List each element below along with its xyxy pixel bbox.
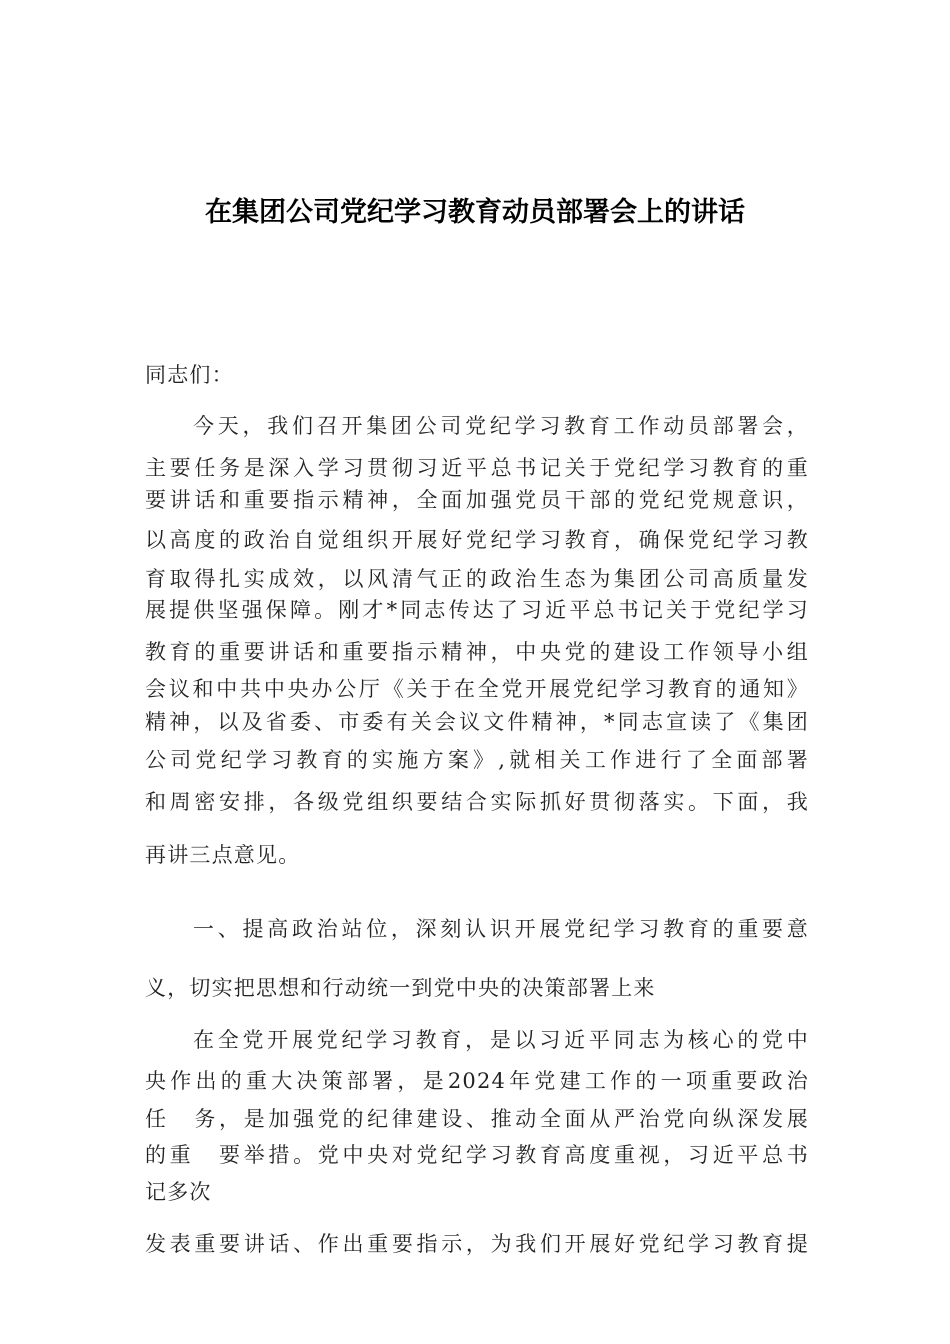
intro-line: 以高度的政治自觉组织开展好党纪学习教育，确保党纪学习教: [145, 528, 809, 552]
intro-line: 要讲话和重要指示精神，全面加强党员干部的党纪党规意识，: [145, 488, 809, 512]
section-body-line: 记多次: [145, 1180, 212, 1204]
section-heading-line: 一、提高政治站位，深刻认识开展党纪学习教育的重要意: [193, 917, 809, 941]
document-title: 在集团公司党纪学习教育动员部署会上的讲话: [205, 197, 745, 228]
salutation: 同志们：: [145, 363, 234, 387]
section-body-line: 发表重要讲话、作出重要指示，为我们开展好党纪学习教育提: [145, 1232, 809, 1256]
intro-line: 主要任务是深入学习贯彻习近平总书记关于党纪学习教育的重: [145, 456, 809, 480]
intro-line: 育取得扎实成效，以风清气正的政治生态为集团公司高质量发: [145, 567, 809, 591]
intro-line: 再讲三点意见。: [145, 843, 301, 867]
section-body-line: 央作出的重大决策部署，是2024年党建工作的一项重要政治: [145, 1069, 809, 1093]
intro-line: 会议和中共中央办公厅《关于在全党开展党纪学习教育的通知》: [145, 677, 809, 701]
intro-line: 精神，以及省委、市委有关会议文件精神，*同志宣读了《集团: [145, 710, 809, 734]
intro-line: 今天，我们召开集团公司党纪学习教育工作动员部署会，: [193, 414, 809, 438]
intro-line: 展提供坚强保障。刚才*同志传达了习近平总书记关于党纪学习: [145, 598, 809, 622]
section-heading-line: 义，切实把思想和行动统一到党中央的决策部署上来: [145, 976, 656, 1000]
intro-line: 和周密安排，各级党组织要结合实际抓好贯彻落实。下面，我: [145, 790, 809, 814]
intro-line: 公司党纪学习教育的实施方案》,就相关工作进行了全面部署: [145, 748, 809, 772]
section-body-line: 任 务，是加强党的纪律建设、推动全面从严治党向纵深发展: [145, 1107, 809, 1131]
section-body-line: 在全党开展党纪学习教育，是以习近平同志为核心的党中: [193, 1028, 809, 1052]
section-body-line: 的重 要举措。党中央对党纪学习教育高度重视，习近平总书: [145, 1143, 809, 1167]
intro-line: 教育的重要讲话和重要指示精神，中央党的建设工作领导小组: [145, 640, 809, 664]
